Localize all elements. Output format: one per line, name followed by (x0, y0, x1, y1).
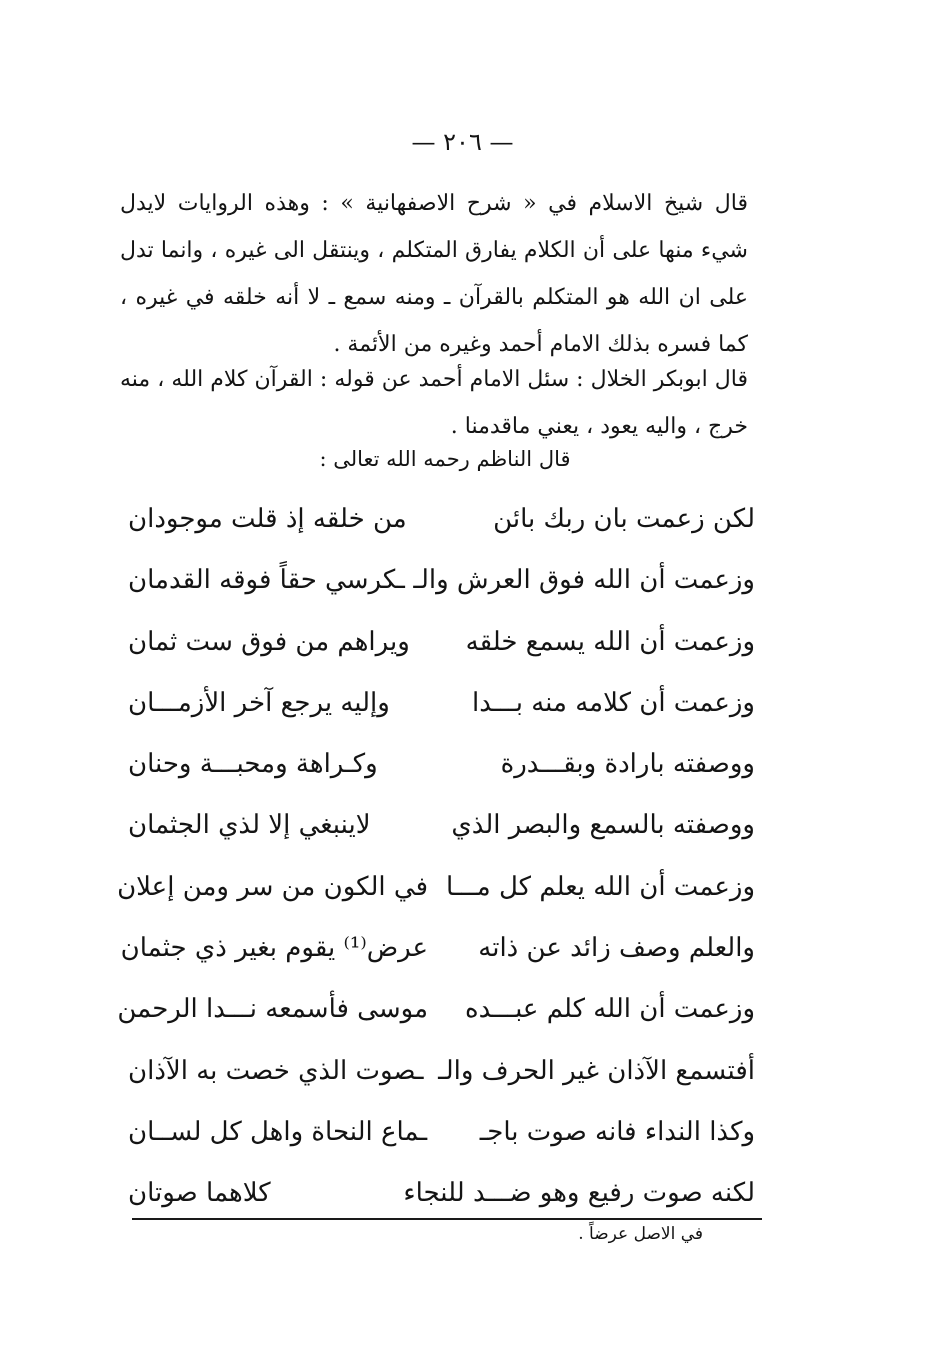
verse-first-hemistich: وزعمت أن الله فوق العرش والـ (413, 565, 755, 596)
verse-second-hemistich: كلاهما صوتان (128, 1178, 271, 1209)
verse-first-hemistich: ووصفته بارادة وبقـــدرة (500, 749, 755, 780)
verse-second-hemistich: من خلقه إذ قلت موجودان (128, 504, 407, 534)
verse-second-hemistich: موسى فأسمعه نـــدا الرحمن (117, 994, 428, 1025)
verse-first-hemistich: لكن زعمت بان ربك بائن (493, 504, 755, 534)
verse-second-hemistich: عرض⁽¹⁾ يقوم بغير ذي جثمان (120, 933, 428, 964)
verse-line (120, 1048, 760, 1109)
verse-first-hemistich: وكذا النداء فانه صوت باجـ (479, 1116, 755, 1147)
verse-second-hemistich: ـكرسي حقاً فوقه القدمان (128, 565, 405, 596)
verse-line (120, 557, 760, 618)
footnote: في الاصل عرضاً . (578, 1224, 703, 1244)
verse-second-hemistich: ـصوت الذي خصت به الآذان (128, 1055, 424, 1086)
verse-second-hemistich: في الكون من سر ومن إعلان (117, 871, 428, 902)
prose-block-1 (120, 180, 748, 368)
poem-verses (117, 496, 760, 1232)
verse-first-hemistich: وزعمت أن الله يسمع خلقه (465, 626, 755, 657)
verse-first-hemistich: والعلم وصف زائد عن ذاته (478, 933, 755, 964)
verse-line (120, 496, 760, 557)
prose-paragraph-1: قال شيخ الاسلام في « شرح الاصفهانية » : وهذه الروايات لايدل شيء منها على أن الكلام يفارق المتكلم ، وينتقل الى غيره ، وانما تدل على ان الله هو المتكلم بالقرآن ـ ومنه سمع ـ لا أنه خلقه في غيره ، كما فسره بذلك الامام أحمد وغيره من الأئمة . (120, 191, 748, 357)
footnote-divider (132, 1218, 762, 1220)
verse-first-hemistich: أفتسمع الآذان غير الحرف والـ (438, 1055, 755, 1086)
verse-second-hemistich: وكـراهة ومحبـــة وحنان (128, 749, 378, 780)
page-number: — ٢٠٦ — (411, 128, 514, 156)
verse-first-hemistich: ووصفته بالسمع والبصر الذي (451, 810, 755, 841)
verse-second-hemistich: ويراهم من فوق ست ثمان (128, 626, 410, 657)
verse-second-hemistich: ـماع النحاة واهل كل لســان (128, 1116, 428, 1147)
verse-line (120, 1170, 760, 1231)
verse-second-hemistich: وإليه يرجع آخر الأزمـــان (128, 687, 390, 718)
verse-first-hemistich: لكنه صوت رفيع وهو ضـــد للنجاء (403, 1178, 755, 1209)
verse-second-hemistich: لاينبغي إلا لذي الجثمان (128, 810, 371, 841)
verse-line (120, 680, 760, 741)
verse-line (120, 802, 760, 863)
verse-line (117, 864, 760, 925)
verse-line (120, 741, 760, 802)
prose-paragraph-2: قال ابوبكر الخلال : سئل الامام أحمد عن قوله : القرآن كلام الله ، منه خرج ، واليه يعود ، يعني ماقدمنا . (120, 367, 748, 439)
verse-line (120, 925, 760, 986)
verse-line (120, 619, 760, 680)
verse-first-hemistich: وزعمت أن الله كلم عبـــده (464, 994, 755, 1025)
poem-intro: قال الناظم رحمه الله تعالى : (319, 447, 571, 471)
verse-first-hemistich: وزعمت أن كلامه منه بـــدا (472, 687, 755, 718)
verse-first-hemistich: وزعمت أن الله يعلم كل مـــا (446, 871, 755, 902)
prose-block-2 (120, 356, 748, 450)
verse-line (120, 1109, 760, 1170)
verse-line (117, 986, 760, 1047)
